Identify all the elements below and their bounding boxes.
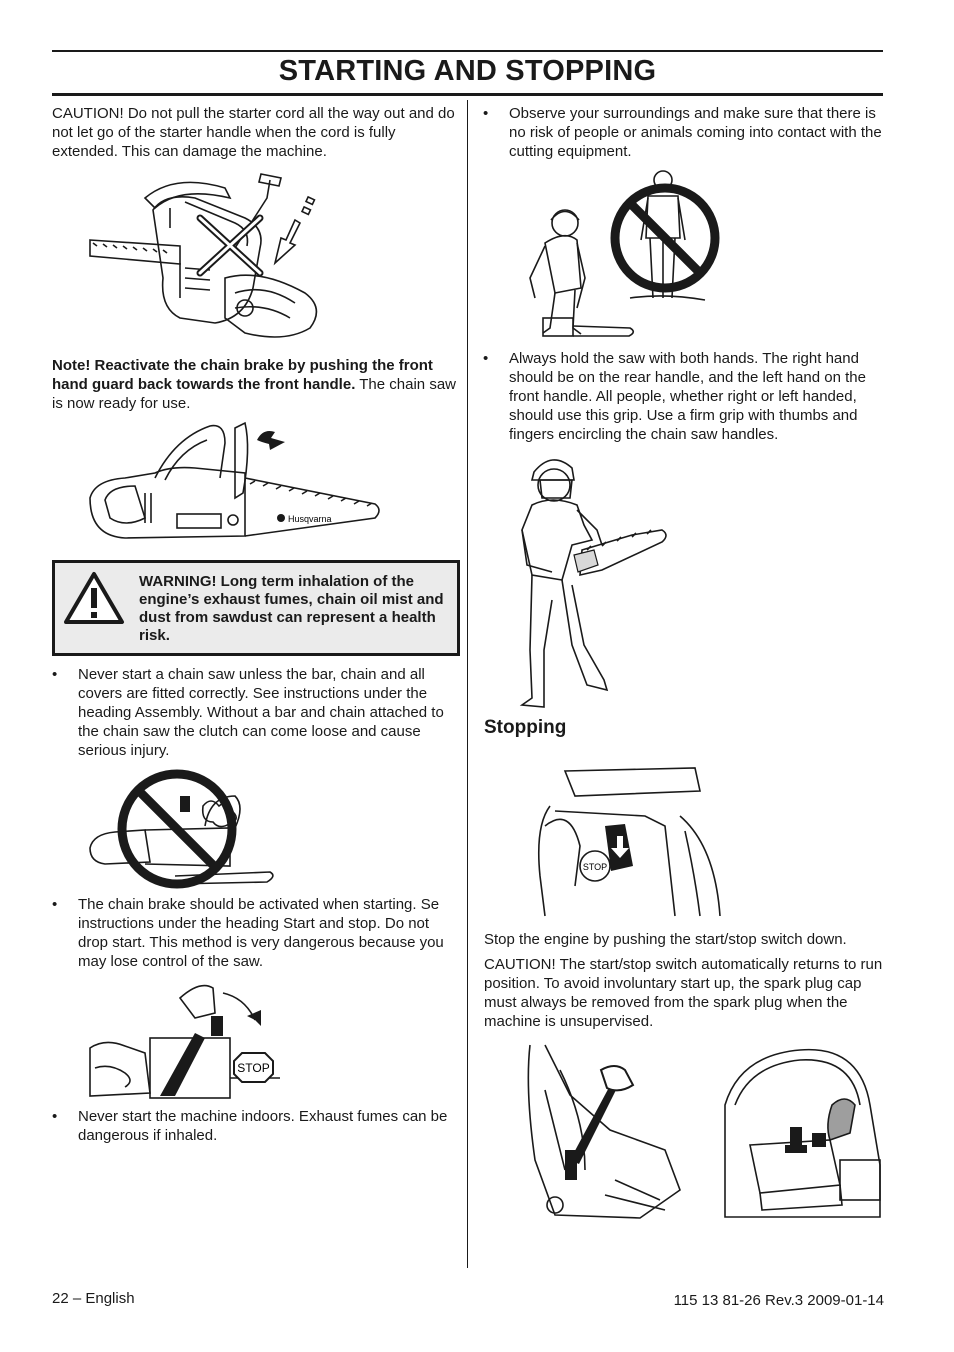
stop-sign-icon	[234, 1053, 273, 1082]
bullet-glyph: •	[52, 1108, 58, 1125]
two-hand-grip-illustration	[512, 450, 672, 710]
title-rule	[52, 93, 883, 96]
stopping-heading: Stopping	[484, 717, 567, 738]
bullet-glyph: •	[52, 896, 58, 913]
chain-brake-stop-illustration	[85, 978, 285, 1104]
note-rest: The chain saw is now ready for use.	[52, 376, 456, 412]
caution-starter-cord: CAUTION! Do not pull the starter cord all the way out and do not let go of the starter handle when the cord is fully extended. This can damage the machine.	[52, 105, 455, 160]
stop-switch-illustration	[515, 766, 725, 922]
column-divider	[467, 100, 468, 1268]
starter-cord-illustration	[85, 168, 330, 350]
spark-plug-illustration	[720, 1045, 885, 1220]
bullet-both-hands: • Always hold the saw with both hands. The right hand should be on the rear handle, and the left hand on the front handle. All people, whether right or left handed, should use this grip. Use a firm grip with thumbs and fingers encircling the chain saw handles.	[483, 350, 866, 443]
stop-sign-label: STOP	[237, 1061, 270, 1075]
no-bar-prohibited-illustration	[85, 766, 280, 892]
bullet-no-indoors: • Never start the machine indoors. Exhaust fumes can be dangerous if inhaled.	[52, 1108, 448, 1144]
stop-instruction: Stop the engine by pushing the start/stop switch down.	[484, 931, 847, 948]
lever-illustration	[515, 1040, 685, 1222]
top-rule	[52, 50, 883, 52]
bullet-glyph: •	[52, 666, 58, 683]
saw-brand-label: Husqvarna	[288, 514, 332, 524]
warning-box	[52, 560, 460, 656]
bystander-prohibited-illustration	[515, 168, 725, 346]
page-number: 22 – English	[52, 1290, 135, 1307]
bullet-glyph: •	[483, 350, 489, 367]
document-reference: 115 13 81-26 Rev.3 2009-01-14	[673, 1292, 884, 1309]
note-bold: Note! Reactivate the chain brake by pushing the front hand guard back towards the front handle.	[52, 357, 433, 393]
warning-triangle-icon	[62, 570, 126, 626]
bullet-glyph: •	[483, 105, 489, 122]
page-title: STARTING AND STOPPING	[278, 55, 657, 87]
bullet-observe-surroundings: • Observe your surroundings and make sure that there is no risk of people or animals coming into contact with the cutting equipment.	[483, 105, 882, 160]
caution-spark-plug: CAUTION! The start/stop switch automatically returns to run position. To avoid involuntary start up, the spark plug cap must always be removed from the spark plug when the machine is unsupervised.	[484, 956, 883, 1030]
bullet-bar-chain-fitted: • Never start a chain saw unless the bar, chain and all covers are fitted correctly. See instructions under the heading Assembly. Without a bar and chain attached to the chain saw the clutch can come loose and cause serious injury.	[52, 666, 444, 759]
switch-stop-label: STOP	[582, 862, 608, 872]
warning-text: WARNING! Long term inhalation of the engine’s exhaust fumes, chain oil mist and dust from sawdust can represent a health risk.	[139, 573, 444, 644]
hand-guard-illustration	[85, 418, 390, 553]
bullet-chain-brake-start: • The chain brake should be activated when starting. Se instructions under the heading Start and stop. Do not drop start. This method is very dangerous because you may lose control of the saw.	[52, 896, 444, 970]
note-chain-brake	[52, 356, 456, 413]
